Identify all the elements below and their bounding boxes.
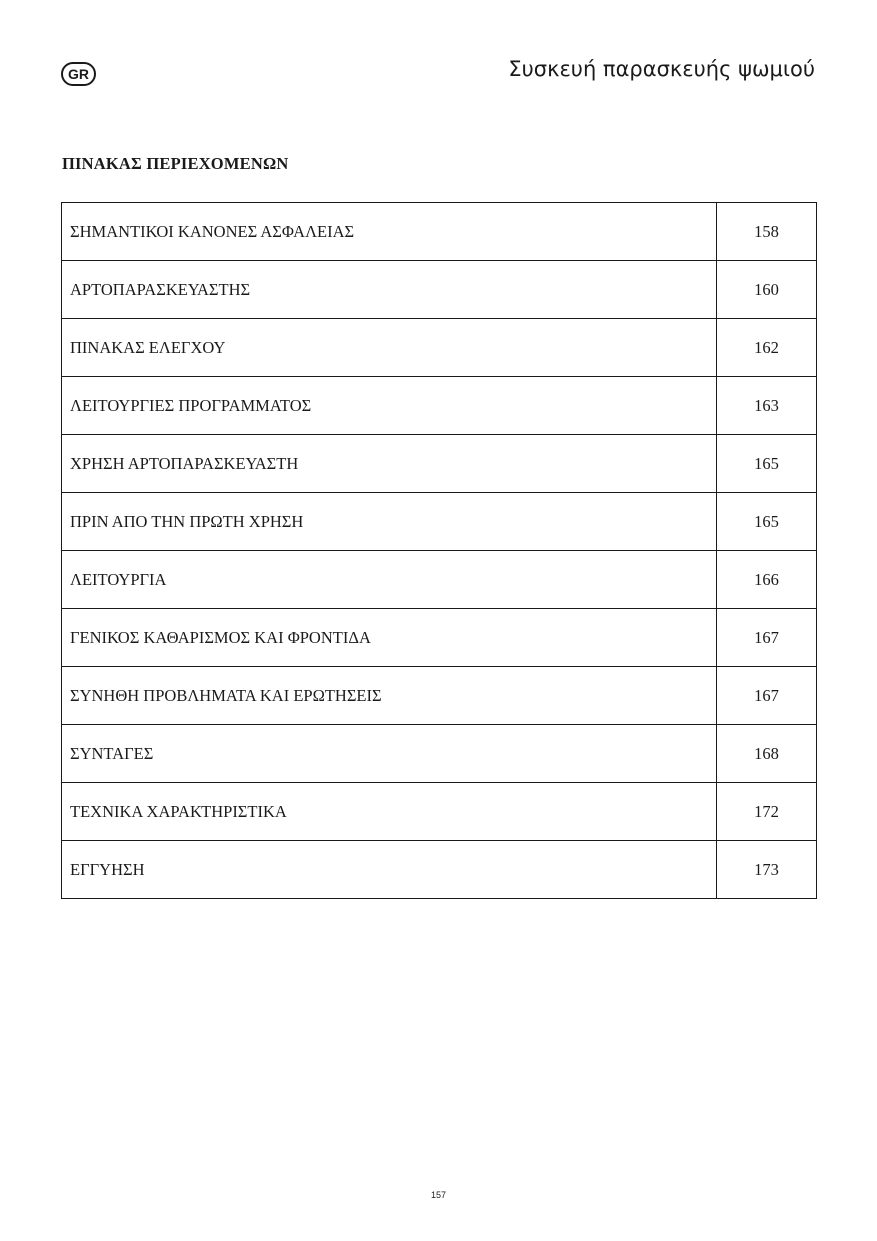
toc-entry-page: 165 (717, 493, 817, 551)
page-number: 157 (430, 1190, 447, 1200)
toc-row (62, 493, 817, 551)
toc-row (62, 319, 817, 377)
toc-heading: ΠΙΝΑΚΑΣ ΠΕΡΙΕΧΟΜΕΝΩΝ (62, 154, 289, 173)
language-badge (61, 62, 96, 86)
toc-row (62, 841, 817, 899)
toc-entry-title: ΣΗΜΑΝΤΙΚΟΙ ΚΑΝΟΝΕΣ ΑΣΦΑΛΕΙΑΣ (62, 203, 717, 261)
toc-row (62, 725, 817, 783)
toc-table (61, 202, 817, 899)
toc-row (62, 551, 817, 609)
toc-row (62, 261, 817, 319)
toc-entry-title: ΛΕΙΤΟΥΡΓΙΑ (62, 551, 717, 609)
toc-entry-title: ΣΥΝΗΘΗ ΠΡΟΒΛΗΜΑΤΑ ΚΑΙ ΕΡΩΤΗΣΕΙΣ (62, 667, 717, 725)
toc-row (62, 435, 817, 493)
toc-entry-page: 167 (717, 609, 817, 667)
toc-entry-page: 167 (717, 667, 817, 725)
toc-entry-title: ΛΕΙΤΟΥΡΓΙΕΣ ΠΡΟΓΡΑΜΜΑΤΟΣ (62, 377, 717, 435)
toc-entry-title: ΠΙΝΑΚΑΣ ΕΛΕΓΧΟΥ (62, 319, 717, 377)
toc-entry-page: 165 (717, 435, 817, 493)
toc-entry-page: 160 (717, 261, 817, 319)
toc-row (62, 203, 817, 261)
toc-entry-page: 163 (717, 377, 817, 435)
toc-entry-page: 158 (717, 203, 817, 261)
toc-entry-title: ΧΡΗΣΗ ΑΡΤΟΠΑΡΑΣΚΕΥΑΣΤΗ (62, 435, 717, 493)
toc-row (62, 377, 817, 435)
toc-entry-page: 173 (717, 841, 817, 899)
toc-table-body (62, 203, 817, 899)
toc-row (62, 667, 817, 725)
toc-entry-title: ΕΓΓΥΗΣΗ (62, 841, 717, 899)
toc-entry-title: ΤΕΧΝΙΚΑ ΧΑΡΑΚΤΗΡΙΣΤΙΚΑ (62, 783, 717, 841)
language-badge-label: GR (68, 66, 89, 82)
toc-entry-page: 168 (717, 725, 817, 783)
toc-entry-title: ΠΡΙΝ ΑΠΟ ΤΗΝ ΠΡΩΤΗ ΧΡΗΣΗ (62, 493, 717, 551)
toc-entry-page: 172 (717, 783, 817, 841)
toc-entry-title: ΣΥΝΤΑΓΕΣ (62, 725, 717, 783)
toc-entry-page: 162 (717, 319, 817, 377)
toc-row (62, 609, 817, 667)
toc-entry-title: ΑΡΤΟΠΑΡΑΣΚΕΥΑΣΤΗΣ (62, 261, 717, 319)
toc-entry-title: ΓΕΝΙΚΟΣ ΚΑΘΑΡΙΣΜΟΣ ΚΑΙ ΦΡΟΝΤΙΔΑ (62, 609, 717, 667)
toc-row (62, 783, 817, 841)
toc-entry-page: 166 (717, 551, 817, 609)
document-title: Συσκευή παρασκευής ψωμιού (508, 57, 815, 81)
